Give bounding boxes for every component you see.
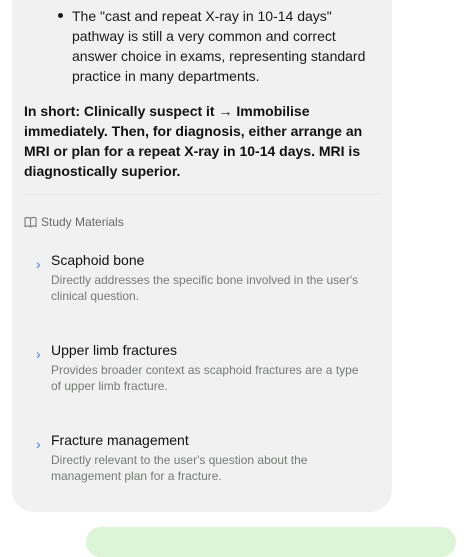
study-material-item-upper-limb-fractures[interactable]: [24, 336, 380, 402]
summary-text: In short: Clinically suspect it → Immobilise immediately. Then, for diagnosis, either arrange an MRI or plan for a repeat X-ray in 10-14 days. MRI is diagnostically superior.: [24, 103, 363, 179]
chevron-right-icon: ›: [36, 256, 41, 272]
study-material-description: Provides broader context as scaphoid fractures are a type of upper limb fracture.: [51, 363, 359, 393]
study-material-title: Upper limb fractures: [51, 342, 178, 358]
study-material-item-fracture-management[interactable]: [24, 426, 380, 492]
study-material-item-scaphoid-bone[interactable]: [24, 246, 380, 312]
section-divider: [24, 194, 380, 195]
study-material-description: Directly addresses the specific bone involved in the user's clinical question.: [51, 273, 359, 303]
study-material-title: Fracture management: [51, 432, 189, 448]
study-materials-header: [24, 214, 124, 230]
bullet-text: The "cast and repeat X-ray in 10-14 days" pathway is still a very common and correct answer choice in exams, representing standard practice in many departments.: [72, 8, 366, 84]
book-open-icon: [24, 216, 37, 228]
study-materials-label: Study Materials: [41, 215, 124, 229]
chevron-right-icon: ›: [36, 436, 41, 452]
study-material-description: Directly relevant to the user's question about the management plan for a fracture.: [51, 453, 308, 483]
bullet-dot: [58, 13, 63, 18]
chevron-right-icon: ›: [36, 346, 41, 362]
study-material-title: Scaphoid bone: [51, 252, 145, 268]
